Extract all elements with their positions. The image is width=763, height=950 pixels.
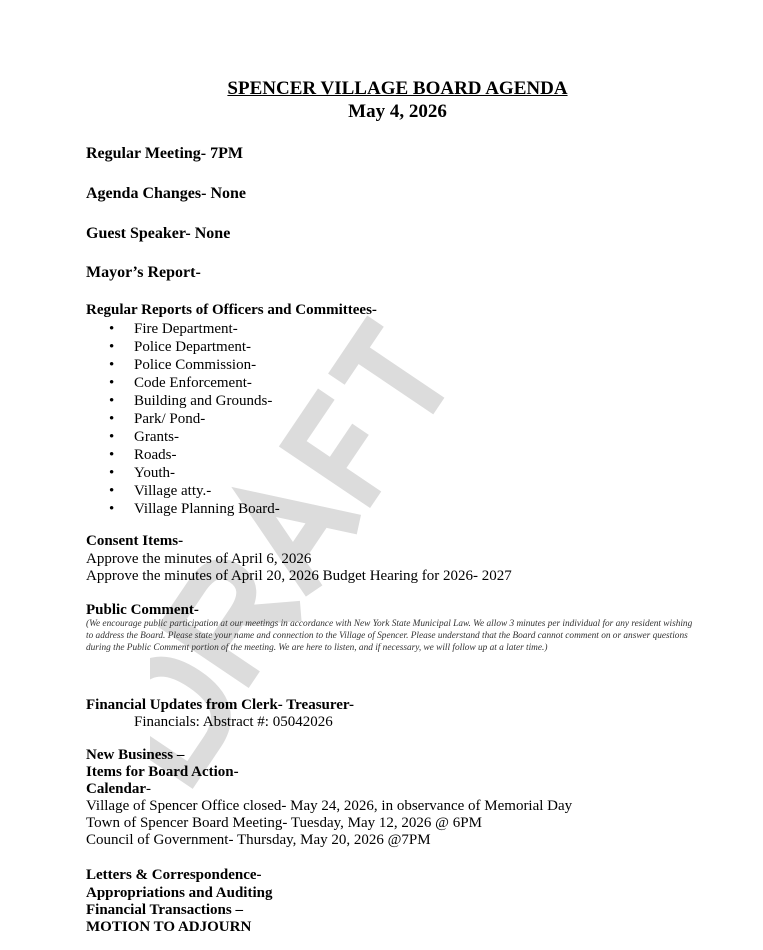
list-item: • Park/ Pond- (109, 411, 206, 427)
calendar-item: Village of Spencer Office closed- May 24, 2026, in observance of Memorial Day (86, 798, 573, 814)
consent-item: Approve the minutes of April 20, 2026 Budget Hearing for 2026- 2027 (86, 568, 512, 584)
list-item: • Police Department- (109, 339, 252, 355)
reports-heading: Regular Reports of Officers and Committees- (86, 302, 377, 318)
list-item: • Roads- (109, 447, 177, 463)
reports-list (109, 320, 280, 518)
watermark-letter-f (293, 394, 409, 500)
calendar-item: Council of Government- Thursday, May 20, 2026 @7PM (86, 832, 431, 848)
list-item: • Village Planning Board- (109, 501, 280, 517)
adjourn-heading: MOTION TO ADJOURN (86, 919, 252, 935)
agenda-title: SPENCER VILLAGE BOARD AGENDA (227, 78, 568, 99)
letters-heading: Letters & Correspondence- (86, 867, 262, 883)
bullet-icon: • (109, 393, 115, 409)
regular-meeting-heading: Regular Meeting- 7PM (86, 145, 243, 162)
bullet-icon: • (109, 447, 115, 463)
list-item: • Building and Grounds- (109, 393, 273, 409)
appropriations-heading: Appropriations and Auditing (86, 885, 273, 901)
financial-updates-heading: Financial Updates from Clerk- Treasurer- (86, 697, 355, 713)
bullet-icon: • (109, 429, 115, 445)
bullet-icon: • (109, 357, 115, 373)
mayors-report-heading: Mayor’s Report- (86, 264, 201, 281)
calendar-item: Town of Spencer Board Meeting- Tuesday, May 12, 2026 @ 6PM (86, 815, 482, 831)
bullet-icon: • (109, 483, 115, 499)
calendar-heading: Calendar- (86, 781, 151, 797)
consent-items-heading: Consent Items- (86, 533, 184, 549)
list-item: • Police Commission- (109, 357, 257, 373)
public-comment-heading: Public Comment- (86, 602, 199, 618)
list-item: • Fire Department- (109, 321, 238, 337)
watermark-letter-t (336, 321, 458, 435)
guest-speaker-heading: Guest Speaker- None (86, 225, 231, 242)
agenda-changes-heading: Agenda Changes- None (86, 185, 247, 202)
bullet-icon: • (109, 339, 115, 355)
public-comment-note: (We encourage public participation at our meetings in accordance with New York State Municipal Law. We allow 3 minutes per individual for any resident wishing to address the Board. Please state your name and connection to the Village of Spencer. Please understand that the Board cannot comment on or answer questions during the Public Comment portion of the meeting. We are here to listen, and if necessary, we will follow up at a later time.) (86, 619, 693, 654)
list-item: • Youth- (109, 465, 175, 481)
bullet-icon: • (109, 501, 115, 517)
list-item: • Grants- (109, 429, 179, 445)
list-item: • Village atty.- (109, 483, 212, 499)
consent-item: Approve the minutes of April 6, 2026 (86, 551, 312, 567)
bullet-icon: • (109, 411, 115, 427)
list-item: • Code Enforcement- (109, 375, 252, 391)
bullet-icon: • (109, 465, 115, 481)
agenda-date: May 4, 2026 (348, 101, 447, 122)
bullet-icon: • (109, 321, 115, 337)
financials-abstract: Financials: Abstract #: 05042026 (134, 714, 333, 730)
bullet-icon: • (109, 375, 115, 391)
board-action-heading: Items for Board Action- (86, 764, 239, 780)
new-business-heading: New Business – (86, 747, 185, 763)
financial-transactions-heading: Financial Transactions – (86, 902, 243, 918)
